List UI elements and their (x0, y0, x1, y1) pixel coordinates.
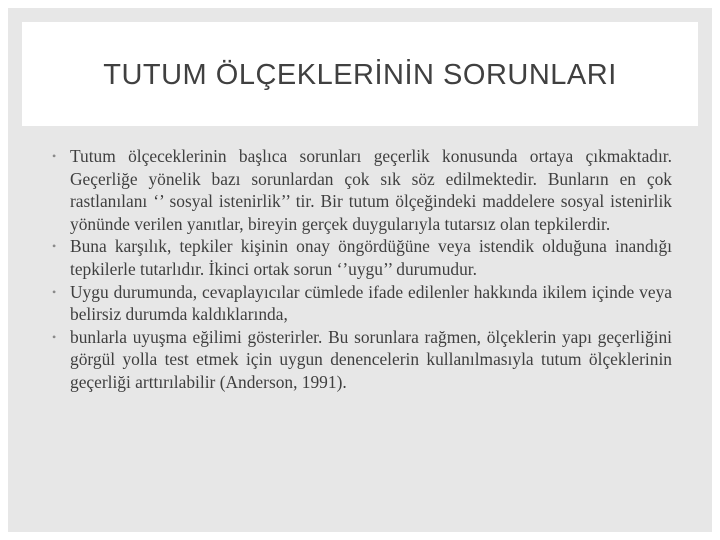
slide-title: TUTUM ÖLÇEKLERİNİN SORUNLARI (103, 58, 617, 91)
bullet-text: Buna karşılık, tepkiler kişinin onay öngördüğüne veya istendik olduğuna inandığı tepkilerle tutarlıdır. İkinci ortak sorun ‘’uygu’’ durumudur. (70, 236, 672, 279)
bullet-text: bunlarla uyuşma eğilimi gösterirler. Bu sorunlara rağmen, ölçeklerin yapı geçerliğini görgül yolla test etmek için uygun denencelerin kullanılmasıyla tutum ölçeklerinin geçerliği arttırılabilir (Anderson, 1991). (70, 326, 672, 392)
bullet-icon: • (52, 149, 57, 163)
bullet-list (52, 145, 672, 394)
bullet-icon: • (52, 284, 57, 299)
bullet-icon: • (52, 329, 57, 344)
bullet-item (52, 326, 672, 394)
title-box (22, 22, 698, 126)
bullet-text: Tutum ölçeceklerinin başlıca sorunları geçerlik konusunda ortaya çıkmaktadır. Geçerliğe yönelik bazı sorunlardan çok sık söz edilmektedir. Bunların en çok rastlanılanı ‘’ sosyal istenirlik’’ tir. Bir tutum ölçeğindeki maddelere sosyal istenirlik yönünde verilen yanıtlar, bireyin gerçek duygularıyla tutarsız olan tepkilerdir. (70, 146, 672, 234)
slide-content (52, 145, 672, 394)
bullet-item (52, 281, 672, 326)
bullet-icon: • (52, 239, 57, 254)
bullet-text: Uygu durumunda, cevaplayıcılar cümlede ifade edilenler hakkında ikilem içinde veya belirsiz durumda kaldıklarında, (70, 281, 672, 325)
bullet-item (52, 145, 672, 235)
bullet-item (52, 235, 672, 280)
